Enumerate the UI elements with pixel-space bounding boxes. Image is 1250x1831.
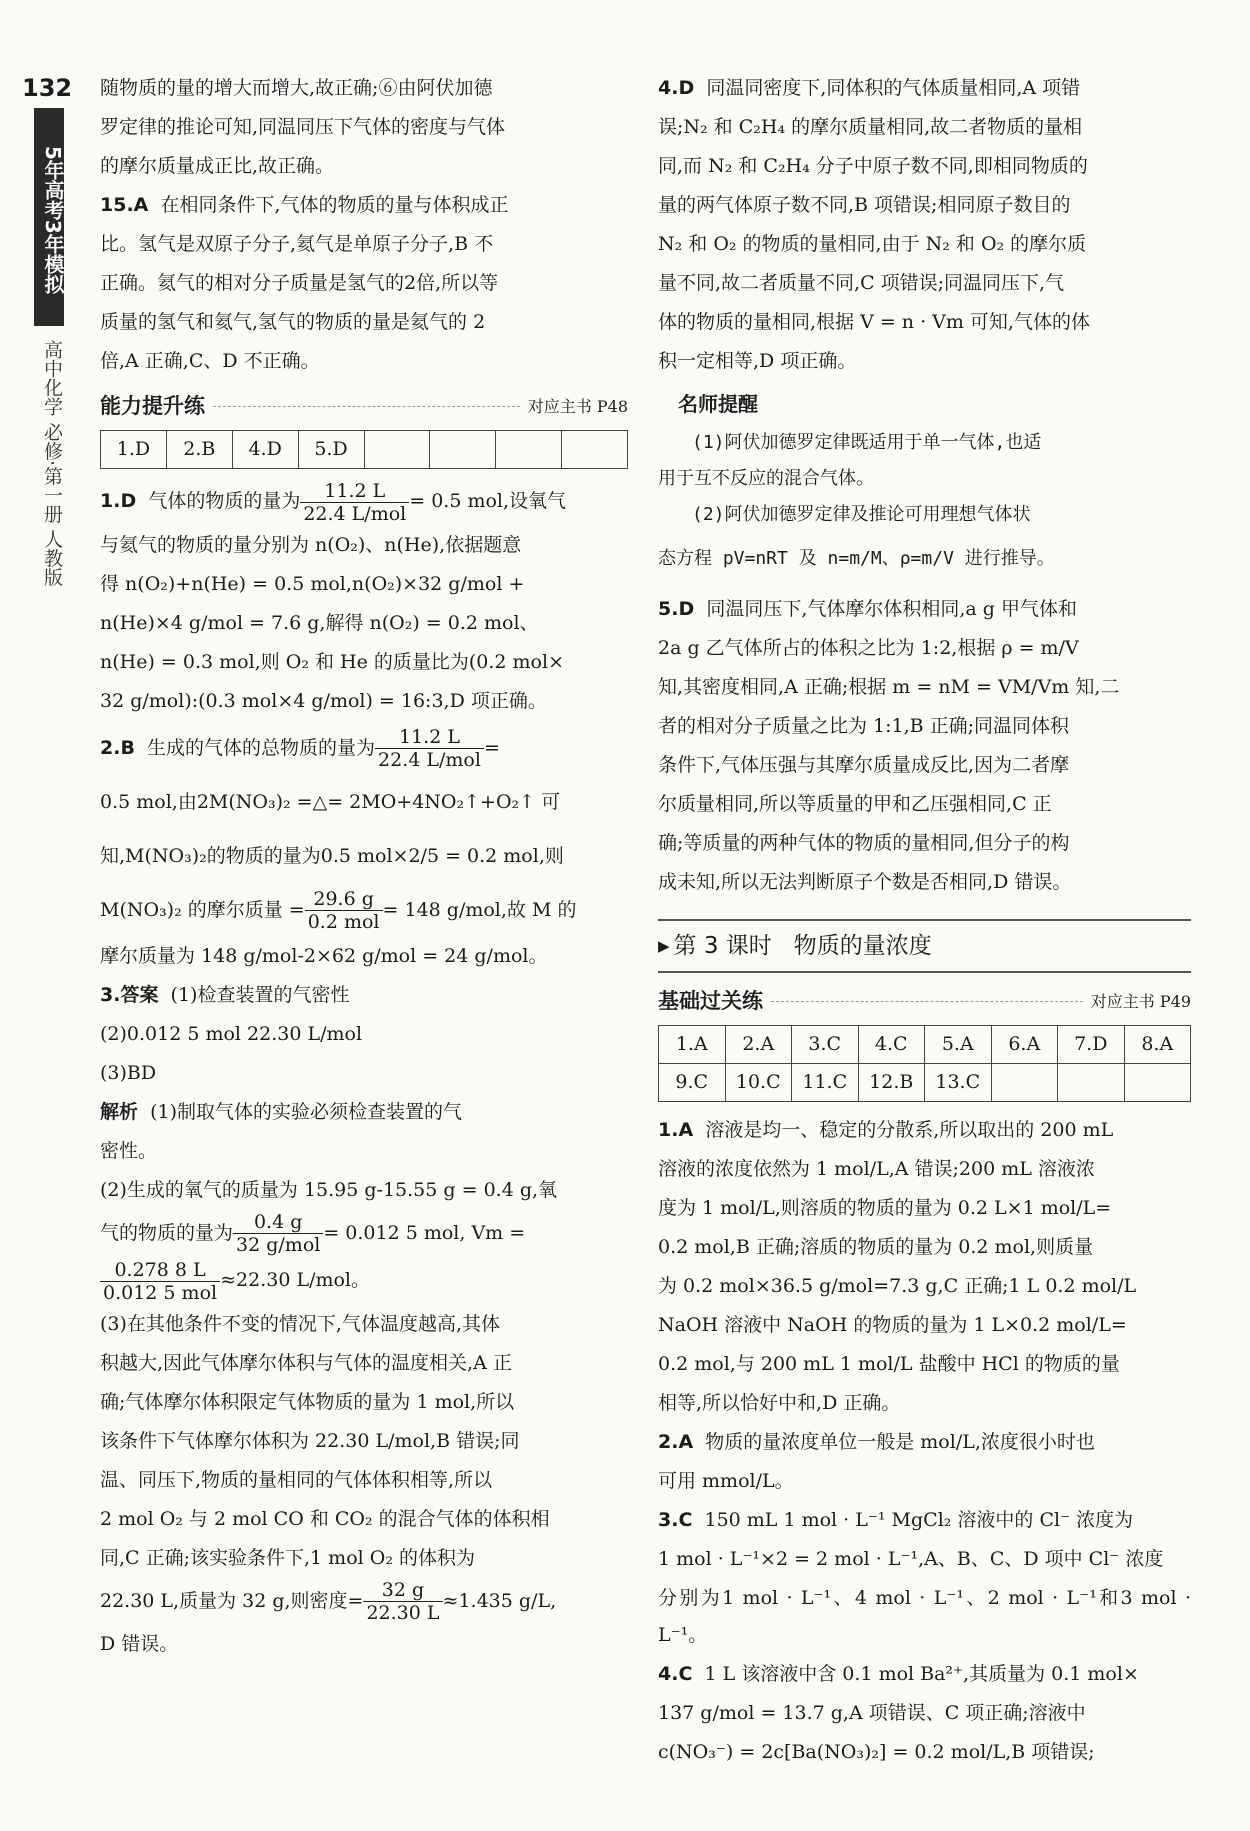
text-span: 气的物质的量为 xyxy=(100,1221,234,1244)
text-line: N₂ 和 O₂ 的物质的量相同,由于 N₂ 和 O₂ 的摩尔质 xyxy=(658,233,1087,255)
page-number: 132 xyxy=(22,74,73,102)
text-line: 2a g 乙气体所占的体积之比为 1:2,根据 ρ = m/V xyxy=(658,637,1079,659)
text-line: 正确。氦气的相对分子质量是氢气的2倍,所以等 xyxy=(100,272,499,294)
text-line: 质量的氢气和氦气,氢气的物质的量是氦气的 2 xyxy=(100,311,486,333)
text-line: 条件下,气体压强与其摩尔质量成反比,因为二者摩 xyxy=(658,754,1070,776)
answer-cell: 12.B xyxy=(858,1064,925,1102)
text-line: 误;N₂ 和 C₂H₄ 的摩尔质量相同,故二者物质的量相 xyxy=(658,116,1083,138)
text-line: 0.5 mol,由2M(NO₃)₂ =△= 2MO+4NO₂↑+O₂↑ 可 xyxy=(100,790,561,813)
answer-cell xyxy=(430,431,496,469)
question-number: 15.A xyxy=(100,194,149,216)
analysis-label: 解析 xyxy=(100,1100,139,1123)
text-line: 分别为1 mol · L⁻¹、4 mol · L⁻¹、2 mol · L⁻¹和3 mol · L⁻¹。 xyxy=(658,1587,1191,1646)
text-line: c(NO₃⁻) = 2c[Ba(NO₃)₂] = 0.2 mol/L,B 项错误; xyxy=(658,1741,1095,1763)
answer-2 xyxy=(100,722,628,975)
text-line: 为 0.2 mol×36.5 g/mol=7.3 g,C 正确;1 L 0.2 mol/L xyxy=(658,1275,1137,1297)
text-line: (3)在其他条件不变的情况下,气体温度越高,其体 xyxy=(100,1312,500,1335)
answer-cell xyxy=(1124,1064,1191,1102)
question-number: 1.D xyxy=(100,490,137,512)
text-line: 与氦气的物质的量分别为 n(O₂)、n(He),依据题意 xyxy=(100,533,522,556)
question-number: 3.C xyxy=(658,1509,693,1531)
question-number: 3.答案 xyxy=(100,983,159,1006)
text-line: (3)BD xyxy=(100,1061,157,1084)
text-line: 1 mol · L⁻¹×2 = 2 mol · L⁻¹,A、B、C、D 项中 Cl⁻ 浓度 xyxy=(658,1548,1164,1570)
divider xyxy=(213,406,520,407)
text-span: = 0.012 5 mol, Vm = xyxy=(323,1221,526,1244)
text-span: 气体的物质的量为 xyxy=(148,490,301,512)
answer-cell: 2.A xyxy=(725,1026,792,1064)
fraction xyxy=(305,888,383,933)
question-number: 5.D xyxy=(658,598,695,620)
denominator: 0.2 mol xyxy=(307,911,380,933)
text-line: 确;等质量的两种气体的物质的量相同,但分子的构 xyxy=(658,832,1070,854)
subject-label: 高中化学 必修·第一册 人教版 xyxy=(41,340,63,587)
text-span: = 148 g/mol,故 M 的 xyxy=(382,898,577,921)
tip-line: (2)阿伏加德罗定律及推论可用理想气体状 xyxy=(692,504,1031,525)
section-ref: 对应主书 P49 xyxy=(1090,991,1191,1011)
text-line: 同,C 正确;该实验条件下,1 mol O₂ 的体积为 xyxy=(100,1546,475,1569)
series-tab: 5年高考3年模拟 xyxy=(34,108,64,326)
tip-line: 用于互不反应的混合气体。 xyxy=(658,468,874,489)
answer-cell: 4.D xyxy=(232,431,298,469)
text-line: 0.2 mol,与 200 mL 1 mol/L 盐酸中 HCl 的物质的量 xyxy=(658,1353,1120,1375)
text-span: ≈22.30 L/mol。 xyxy=(220,1269,370,1291)
answer-cell: 4.C xyxy=(858,1026,925,1064)
answer-cell: 2.B xyxy=(166,431,232,469)
text-span: 生成的气体的总物质的量为 xyxy=(147,736,376,759)
denominator: 22.4 L/mol xyxy=(303,502,407,525)
text-span: M(NO₃)₂ 的摩尔质量 = xyxy=(100,898,305,921)
denominator: 22.30 L xyxy=(366,1602,440,1624)
text-span: 150 mL 1 mol · L⁻¹ MgCl₂ 溶液中的 Cl⁻ 浓度为 xyxy=(704,1509,1134,1531)
text-line: 得 n(O₂)+n(He) = 0.5 mol,n(O₂)×32 g/mol + xyxy=(100,572,525,595)
answer-cell: 6.A xyxy=(991,1026,1058,1064)
text-line: 137 g/mol = 13.7 g,A 项错误、C 项正确;溶液中 xyxy=(658,1702,1086,1724)
text-span: 同温同压下,气体摩尔体积相同,a g 甲气体和 xyxy=(706,598,1077,620)
text-line: (2)生成的氧气的质量为 15.95 g-15.55 g = 0.4 g,氧 xyxy=(100,1178,558,1201)
text-line: 知,M(NO₃)₂的物质的量为0.5 mol×2/5 = 0.2 mol,则 xyxy=(100,844,564,867)
section-ref: 对应主书 P48 xyxy=(527,396,628,416)
text-line: 在相同条件下,气体的物质的量与体积成正 xyxy=(160,194,509,216)
text-span: = 0.5 mol,设氧气 xyxy=(409,490,567,512)
answer-cell xyxy=(562,431,628,469)
answer-cell xyxy=(364,431,430,469)
section-header xyxy=(658,983,1191,1019)
denominator: 22.4 L/mol xyxy=(378,749,481,771)
fraction xyxy=(100,1259,220,1304)
fraction xyxy=(363,1579,442,1624)
text-line: (2)0.012 5 mol 22.30 L/mol xyxy=(100,1022,363,1045)
text-span: 溶液是均一、稳定的分散系,所以取出的 200 mL xyxy=(705,1119,1114,1141)
question-number: 4.D xyxy=(658,77,695,99)
text-line: 积越大,因此气体摩尔体积与气体的温度相关,A 正 xyxy=(100,1351,512,1374)
numerator: 0.278 8 L xyxy=(100,1259,220,1282)
text-line: n(He)×4 g/mol = 7.6 g,解得 n(O₂) = 0.2 mol、 xyxy=(100,611,539,634)
answer-3 xyxy=(100,977,628,1664)
section-title: 基础过关练 xyxy=(658,988,763,1013)
answer-cell: 5.A xyxy=(925,1026,992,1064)
denominator: 0.012 5 mol xyxy=(103,1281,218,1304)
text-line: n(He) = 0.3 mol,则 O₂ 和 He 的质量比为(0.2 mol× xyxy=(100,650,564,673)
answer-4 xyxy=(658,70,1191,380)
triangle-icon: ▶ xyxy=(658,936,670,955)
text-line: 2 mol O₂ 与 2 mol CO 和 CO₂ 的混合气体的体积相 xyxy=(100,1507,550,1530)
answer-table xyxy=(658,1025,1191,1102)
text-line: 罗定律的推论可知,同温同压下气体的密度与气体 xyxy=(100,116,506,138)
section-title: 能力提升练 xyxy=(100,393,205,418)
text-line: 该条件下气体摩尔体积为 22.30 L/mol,B 错误;同 xyxy=(100,1429,520,1452)
answer-5 xyxy=(658,591,1191,901)
text-line: 积一定相等,D 项正确。 xyxy=(658,350,857,372)
question-number: 2.A xyxy=(658,1431,694,1453)
basic-answer-1 xyxy=(658,1112,1191,1422)
text-line: 量的两气体原子数不同,B 项错误;相同原子数目的 xyxy=(658,194,1071,216)
question-number: 4.C xyxy=(658,1663,693,1685)
text-line: 32 g/mol):(0.3 mol×4 g/mol) = 16:3,D 项正确。 xyxy=(100,689,547,712)
text-line: 同,而 N₂ 和 C₂H₄ 分子中原子数不同,即相同物质的 xyxy=(658,155,1088,177)
text-span: (1)制取气体的实验必须检查装置的气 xyxy=(150,1100,463,1123)
answer-cell: 1.A xyxy=(659,1026,726,1064)
numerator: 11.2 L xyxy=(375,726,484,749)
text-line: 度为 1 mol/L,则溶质的物质的量为 0.2 L×1 mol/L= xyxy=(658,1197,1112,1219)
fraction xyxy=(375,726,484,771)
answer-cell: 9.C xyxy=(659,1064,726,1102)
answer-cell: 11.C xyxy=(792,1064,859,1102)
text-line: NaOH 溶液中 NaOH 的物质的量为 1 L×0.2 mol/L= xyxy=(658,1314,1127,1336)
left-column xyxy=(100,70,628,1665)
answer-cell xyxy=(991,1064,1058,1102)
text-line: D 错误。 xyxy=(100,1633,179,1655)
text-line: 尔质量相同,所以等质量的甲和乙压强相同,C 正 xyxy=(658,793,1052,815)
lesson-title: 物质的量浓度 xyxy=(793,932,932,959)
text-line: 0.2 mol,B 正确;溶质的物质的量为 0.2 mol,则质量 xyxy=(658,1236,1094,1258)
basic-answer-3 xyxy=(658,1502,1191,1654)
text-line: 倍,A 正确,C、D 不正确。 xyxy=(100,350,320,372)
section-header xyxy=(100,388,628,424)
fraction xyxy=(300,480,409,525)
numerator: 29.6 g xyxy=(305,888,383,911)
answer-cell: 13.C xyxy=(925,1064,992,1102)
tip-line: 态方程 pV=nRT 及 n=m/M、ρ=m/V 进行推导。 xyxy=(658,548,1055,569)
text-line: 确;气体摩尔体积限定气体物质的量为 1 mol,所以 xyxy=(100,1390,515,1413)
answer-cell: 7.D xyxy=(1058,1026,1125,1064)
right-column xyxy=(658,70,1191,1773)
answer-cell: 3.C xyxy=(792,1026,859,1064)
answer-cell xyxy=(496,431,562,469)
text-span: 物质的量浓度单位一般是 mol/L,浓度很小时也 xyxy=(705,1431,1095,1453)
text-line: 可用 mmol/L。 xyxy=(658,1470,794,1492)
tip-title: 名师提醒 xyxy=(678,392,758,416)
answer-cell xyxy=(1058,1064,1125,1102)
lesson-header xyxy=(658,919,1191,973)
text-span: = xyxy=(483,736,500,759)
text-line: 温、同压下,物质的量相同的气体体积相等,所以 xyxy=(100,1468,493,1491)
text-line: 量不同,故二者质量不同,C 项错误;同温同压下,气 xyxy=(658,272,1065,294)
text-line: 密性。 xyxy=(100,1139,158,1162)
text-line: 相等,所以恰好中和,D 正确。 xyxy=(658,1392,901,1414)
text-span: 同温同密度下,同体积的气体质量相同,A 项错 xyxy=(706,77,1081,99)
numerator: 11.2 L xyxy=(300,480,409,503)
teacher-tip xyxy=(658,386,1191,585)
numerator: 0.4 g xyxy=(233,1211,323,1234)
question-number: 1.A xyxy=(658,1119,694,1141)
text-span: 22.30 L,质量为 32 g,则密度= xyxy=(100,1589,364,1612)
question-number: 2.B xyxy=(100,736,135,759)
basic-answer-4 xyxy=(658,1656,1191,1771)
answer-15 xyxy=(100,187,628,380)
answer-cell: 8.A xyxy=(1124,1026,1191,1064)
divider xyxy=(771,1001,1083,1002)
answer-table xyxy=(100,430,628,469)
text-line: 知,其密度相同,A 正确;根据 m = nM = VM/Vm 知,二 xyxy=(658,676,1120,698)
text-line: 溶液的浓度依然为 1 mol/L,A 错误;200 mL 溶液浓 xyxy=(658,1158,1095,1180)
answer-cell: 1.D xyxy=(101,431,167,469)
denominator: 32 g/mol xyxy=(236,1234,321,1256)
text-span: 1 L 该溶液中含 0.1 mol Ba²⁺,其质量为 0.1 mol× xyxy=(704,1663,1139,1685)
answer-1 xyxy=(100,479,628,720)
text-line: 成未知,所以无法判断原子个数是否相同,D 错误。 xyxy=(658,871,1072,893)
text-span: ≈1.435 g/L, xyxy=(442,1589,557,1612)
tip-line: (1)阿伏加德罗定律既适用于单一气体,也适 xyxy=(692,432,1042,453)
basic-answer-2 xyxy=(658,1424,1191,1500)
text-line: 的摩尔质量成正比,故正确。 xyxy=(100,155,335,177)
lesson-label: 第 3 课时 xyxy=(673,932,772,959)
text-line: 体的物质的量相同,根据 V = n · Vm 可知,气体的体 xyxy=(658,311,1090,333)
answer-cell: 5.D xyxy=(298,431,364,469)
text-span: (1)检查装置的气密性 xyxy=(170,983,350,1006)
text-line: 摩尔质量为 148 g/mol-2×62 g/mol = 24 g/mol。 xyxy=(100,944,548,967)
fraction xyxy=(233,1211,323,1256)
numerator: 32 g xyxy=(363,1579,442,1602)
answer-cell: 10.C xyxy=(725,1064,792,1102)
text-line: 比。氢气是双原子分子,氦气是单原子分子,B 不 xyxy=(100,233,494,255)
text-line: 者的相对分子质量之比为 1:1,B 正确;同温同体积 xyxy=(658,715,1070,737)
text-line: 随物质的量的增大而增大,故正确;⑥由阿伏加德 xyxy=(100,77,493,99)
